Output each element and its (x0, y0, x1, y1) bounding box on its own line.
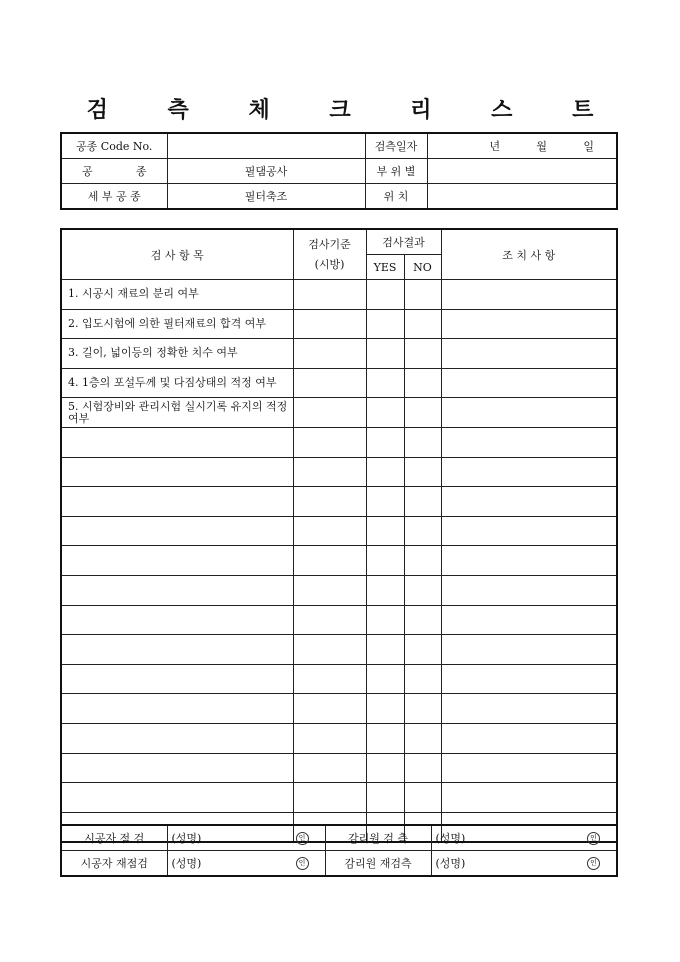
checklist-row (61, 753, 617, 783)
checklist-row (61, 339, 617, 369)
checklist-no-cell[interactable] (404, 694, 441, 724)
checklist-no-cell[interactable] (404, 339, 441, 369)
checklist-yes-cell[interactable] (366, 309, 404, 339)
checklist-standard-cell[interactable] (293, 753, 366, 783)
checklist-item-cell (61, 487, 293, 517)
checklist-no-cell[interactable] (404, 457, 441, 487)
contractor-recheck-label: 시공자 재점검 (61, 851, 167, 877)
checklist-action-cell[interactable] (441, 635, 617, 665)
col-item-header: 검 사 항 목 (61, 229, 293, 280)
checklist-row (61, 664, 617, 694)
checklist-action-cell[interactable] (441, 664, 617, 694)
supervisor-recheck-label: 감리원 재검측 (325, 851, 431, 877)
checklist-action-cell[interactable] (441, 605, 617, 635)
checklist-item-cell (61, 516, 293, 546)
code-value-field[interactable] (167, 133, 365, 159)
checklist-yes-cell[interactable] (366, 457, 404, 487)
checklist-item-cell (61, 635, 293, 665)
checklist-no-cell[interactable] (404, 664, 441, 694)
checklist-standard-cell[interactable] (293, 546, 366, 576)
checklist-yes-cell[interactable] (366, 280, 404, 310)
checklist-body (61, 280, 617, 843)
checklist-row (61, 546, 617, 576)
location-label: 위 치 (365, 184, 427, 210)
checklist-row (61, 605, 617, 635)
col-standard-header (293, 229, 366, 280)
checklist-action-cell[interactable] (441, 575, 617, 605)
checklist-yes-cell[interactable] (366, 753, 404, 783)
checklist-item-cell (61, 575, 293, 605)
checklist-row (61, 457, 617, 487)
checklist-yes-cell[interactable] (366, 605, 404, 635)
seal-icon: 인 (296, 857, 309, 870)
checklist-yes-cell[interactable] (366, 635, 404, 665)
checklist-item-cell: 2. 입도시험에 의한 필터재료의 합격 여부 (61, 309, 293, 339)
checklist-standard-cell[interactable] (293, 339, 366, 369)
checklist-yes-cell[interactable] (366, 427, 404, 457)
checklist-yes-cell[interactable] (366, 398, 404, 428)
checklist-standard-cell[interactable] (293, 723, 366, 753)
checklist-item-cell: 4. 1층의 포설두께 및 다짐상태의 적정 여부 (61, 368, 293, 398)
supervisor-check-label: 감리원 검 측 (325, 825, 431, 851)
page-title: 검 측 체 크 리 스 트 (86, 97, 620, 123)
col-standard-sub: (시방) (314, 257, 345, 271)
col-standard-title: 검사기준 (308, 237, 351, 251)
date-year-label: 년 (489, 140, 501, 153)
checklist-no-cell[interactable] (404, 575, 441, 605)
checklist-row (61, 635, 617, 665)
checklist-action-cell[interactable] (441, 309, 617, 339)
checklist-yes-cell[interactable] (366, 723, 404, 753)
checklist-item-cell (61, 723, 293, 753)
checklist-standard-cell[interactable] (293, 309, 366, 339)
checklist-yes-cell[interactable] (366, 516, 404, 546)
checklist-action-cell[interactable] (441, 516, 617, 546)
checklist-standard-cell[interactable] (293, 575, 366, 605)
date-label: 검측일자 (365, 133, 427, 159)
checklist-yes-cell[interactable] (366, 339, 404, 369)
checklist-action-cell[interactable] (441, 723, 617, 753)
checklist-item-cell: 5. 시험장비와 관리시험 실시기록 유지의 적정여부 (61, 398, 293, 428)
checklist-no-cell[interactable] (404, 398, 441, 428)
name-placeholder: (성명) (171, 857, 202, 870)
date-field[interactable] (427, 133, 617, 159)
checklist-yes-cell[interactable] (366, 575, 404, 605)
checklist-action-cell[interactable] (441, 753, 617, 783)
checklist-item-cell (61, 753, 293, 783)
checklist-standard-cell[interactable] (293, 427, 366, 457)
supervisor-recheck-name-field[interactable] (431, 851, 617, 877)
checklist-action-cell[interactable] (441, 339, 617, 369)
checklist-action-cell[interactable] (441, 457, 617, 487)
checklist-no-cell[interactable] (404, 605, 441, 635)
checklist-row (61, 694, 617, 724)
checklist-item-cell: 1. 시공시 재료의 분리 여부 (61, 280, 293, 310)
contractor-recheck-name-field[interactable] (167, 851, 325, 877)
work-value-field[interactable]: 필댐공사 (167, 159, 365, 184)
checklist-action-cell[interactable] (441, 427, 617, 457)
seal-icon: 인 (296, 832, 309, 845)
checklist-item-cell (61, 783, 293, 813)
checklist-no-cell[interactable] (404, 516, 441, 546)
checklist-action-cell[interactable] (441, 368, 617, 398)
supervisor-check-name-field[interactable] (431, 825, 617, 851)
subwork-value-field[interactable]: 필터축조 (167, 184, 365, 210)
location-value-field[interactable] (427, 184, 617, 210)
checklist-item-cell: 3. 길이, 넓이등의 정확한 치수 여부 (61, 339, 293, 369)
seal-icon: 인 (587, 832, 600, 845)
contractor-check-name-field[interactable] (167, 825, 325, 851)
checklist-item-cell (61, 605, 293, 635)
checklist-no-cell[interactable] (404, 427, 441, 457)
checklist-no-cell[interactable] (404, 783, 441, 813)
checklist-action-cell[interactable] (441, 783, 617, 813)
checklist-standard-cell[interactable] (293, 664, 366, 694)
col-result-header: 검사결과 (366, 229, 441, 255)
seal-icon: 인 (587, 857, 600, 870)
checklist-no-cell[interactable] (404, 487, 441, 517)
checklist-yes-cell[interactable] (366, 664, 404, 694)
work-label-char-2: 종 (135, 165, 147, 178)
name-placeholder: (성명) (435, 832, 466, 845)
checklist-row (61, 427, 617, 457)
col-yes-header: YES (366, 255, 404, 280)
checklist-table (60, 228, 618, 843)
checklist-no-cell[interactable] (404, 309, 441, 339)
checklist-action-cell[interactable] (441, 546, 617, 576)
part-label: 부 위 별 (365, 159, 427, 184)
checklist-row (61, 280, 617, 310)
checklist-item-cell (61, 457, 293, 487)
checklist-row (61, 783, 617, 813)
checklist-item-cell (61, 664, 293, 694)
checklist-yes-cell[interactable] (366, 368, 404, 398)
checklist-row (61, 516, 617, 546)
checklist-standard-cell[interactable] (293, 635, 366, 665)
checklist-standard-cell[interactable] (293, 398, 366, 428)
checklist-standard-cell[interactable] (293, 487, 366, 517)
info-table (60, 132, 618, 210)
checklist-yes-cell[interactable] (366, 694, 404, 724)
checklist-no-cell[interactable] (404, 546, 441, 576)
subwork-label: 세 부 공 종 (61, 184, 167, 210)
checklist-row (61, 309, 617, 339)
checklist-yes-cell[interactable] (366, 546, 404, 576)
checklist-row (61, 575, 617, 605)
part-value-field[interactable] (427, 159, 617, 184)
checklist-yes-cell[interactable] (366, 783, 404, 813)
date-day-label: 일 (583, 140, 594, 153)
work-label-char-1: 공 (82, 165, 93, 178)
checklist-row (61, 398, 617, 428)
checklist-yes-cell[interactable] (366, 487, 404, 517)
checklist-no-cell[interactable] (404, 635, 441, 665)
checklist-no-cell[interactable] (404, 368, 441, 398)
contractor-check-label: 시공자 점 검 (61, 825, 167, 851)
col-action-header: 조 치 사 항 (441, 229, 617, 280)
checklist-no-cell[interactable] (404, 753, 441, 783)
work-label (61, 159, 167, 184)
checklist-item-cell (61, 546, 293, 576)
name-placeholder: (성명) (435, 857, 466, 870)
signature-table (60, 824, 618, 877)
col-no-header: NO (404, 255, 441, 280)
checklist-action-cell[interactable] (441, 398, 617, 428)
date-month-label: 월 (536, 140, 548, 153)
code-label: 공종 Code No. (61, 133, 167, 159)
checklist-action-cell[interactable] (441, 280, 617, 310)
checklist-standard-cell[interactable] (293, 516, 366, 546)
checklist-item-cell (61, 694, 293, 724)
checklist-standard-cell[interactable] (293, 605, 366, 635)
checklist-standard-cell[interactable] (293, 694, 366, 724)
checklist-no-cell[interactable] (404, 723, 441, 753)
checklist-standard-cell[interactable] (293, 457, 366, 487)
checklist-standard-cell[interactable] (293, 783, 366, 813)
checklist-row (61, 368, 617, 398)
checklist-standard-cell[interactable] (293, 368, 366, 398)
checklist-row (61, 487, 617, 517)
checklist-item-cell (61, 427, 293, 457)
checklist-action-cell[interactable] (441, 487, 617, 517)
checklist-no-cell[interactable] (404, 280, 441, 310)
checklist-standard-cell[interactable] (293, 280, 366, 310)
checklist-action-cell[interactable] (441, 694, 617, 724)
name-placeholder: (성명) (171, 832, 202, 845)
checklist-row (61, 723, 617, 753)
